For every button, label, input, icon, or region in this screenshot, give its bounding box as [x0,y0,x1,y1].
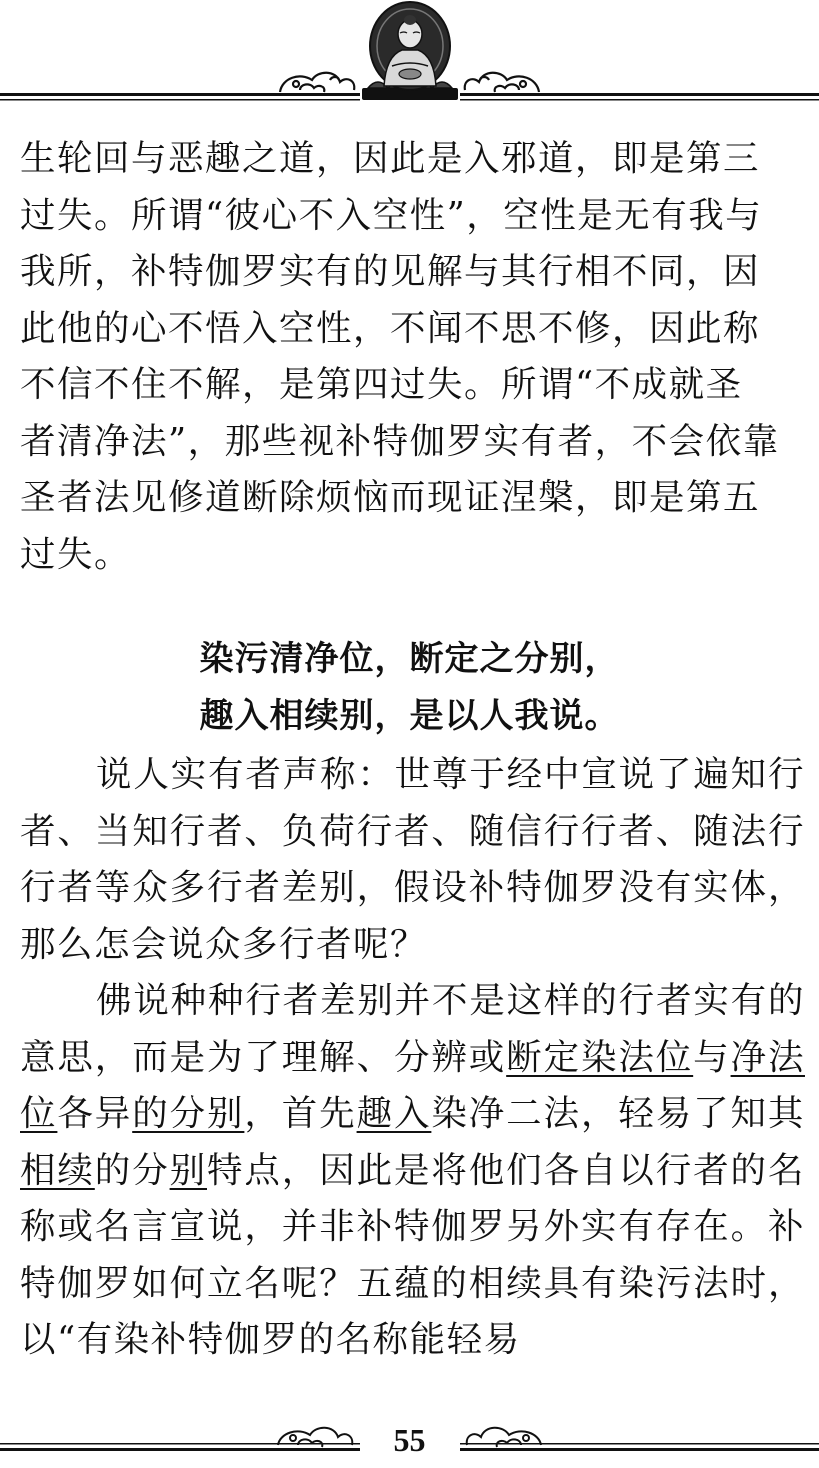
underlined-term: 相续 [20,1149,95,1191]
verse-line-1: 染污清净位，断定之分别， [199,639,620,679]
text-line: 我所，补特伽罗实有的见解与其行相不同，因 [20,251,761,292]
text-line: 生轮回与恶趣之道，因此是入邪道，即是第三 [20,138,761,179]
header-rule-left [0,93,360,101]
paragraph-continued [20,131,805,583]
header-rule-right [460,93,819,101]
text-line: 不信不住不解，是第四过失。所谓“不成就圣 [20,364,743,405]
verse-line-2: 趣入相续别，是以人我说。 [199,696,620,736]
underlined-term: 断定染法位 [506,1036,694,1078]
text-line: 过失。所谓“彼心不入空性”，空性是无有我与 [20,194,763,236]
reply-text-segment: ，首先 [244,1093,357,1134]
text-line: 此他的心不悟入空性，不闻不思不修，因此称 [20,307,761,349]
paragraph-objection [20,747,805,973]
paragraph-objection-text: 说人实有者声称：世尊于经中宣说了遍知行者、当知行者、负荷行者、随信行行者、随法行行者等众多行者差别，假设补特伽罗没有实体，那么怎会说众多行者呢？ [20,754,805,965]
cloud-scroll-left-icon [280,73,354,92]
reply-text-segment: 的分 [94,1149,170,1191]
underlined-term: 趣入 [356,1093,432,1134]
reply-text-segment: 各异 [57,1093,133,1134]
reply-text-segment: 与 [693,1036,731,1078]
reply-text-segment: 佛说种种行者差别并不是这样的行者实有的意思，而是为了理解、分辨或 [20,980,805,1078]
underlined-term: 净法位 [20,1036,805,1134]
reply-text-segment: 特点，因此是将他们各自以行者的名称或名言宣说，并非补特伽罗另外实有存在。补特伽罗如何立名呢？五蕴的相续具有染污法时，以“有染补特伽罗的名称能轻易 [20,1149,805,1360]
page-number: 55 [393,1422,426,1458]
text-line: 者清净法”，那些视补特伽罗实有者，不会依靠 [20,420,780,462]
buddha-medallion-icon [362,2,458,100]
underlined-term: 的分别 [132,1093,245,1134]
underlined-term: 别 [169,1149,207,1191]
header-ornament [0,0,819,115]
text-line: 圣者法见修道断除烦恼而现证涅槃，即是第五 [20,477,761,518]
paragraph-reply-text [20,973,805,1369]
paragraph-reply [20,973,805,1369]
reply-text-segment: 染净二法，轻易了知其 [431,1093,805,1134]
cloud-scroll-right-icon [465,73,539,92]
text-line: 过失。 [20,533,132,575]
